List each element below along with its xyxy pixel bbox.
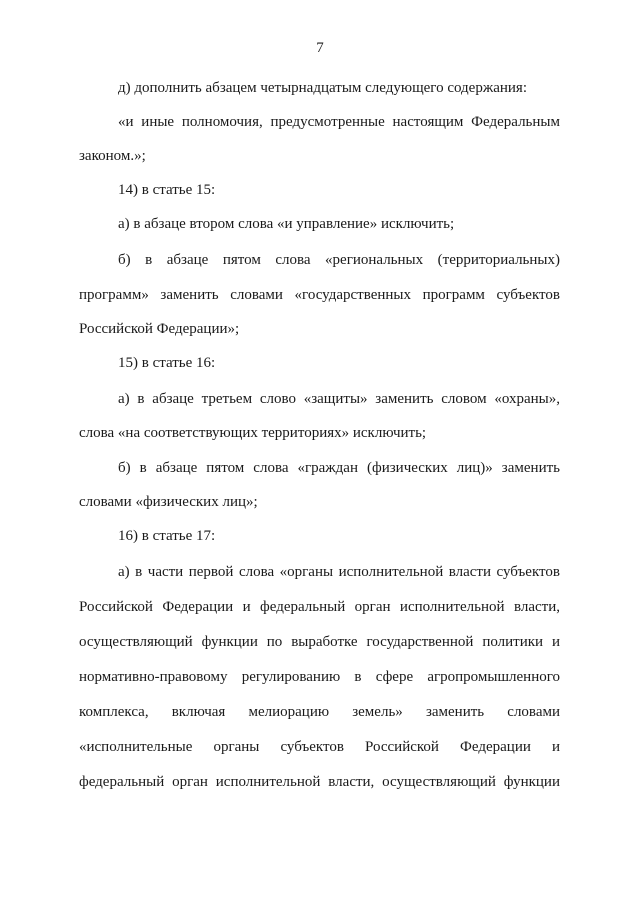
text-line: б) в абзаце пятом слова «региональных (территориальных) [118,252,560,268]
text-line: д) дополнить абзацем четырнадцатым следующего содержания: [118,80,527,96]
text-line: слова «на соответствующих территориях» исключить; [79,425,427,441]
text-line: б) в абзаце пятом слова «граждан (физических лиц)» заменить [118,460,560,476]
text-line: законом.»; [79,148,146,164]
text-line: 15) в статье 16: [118,355,216,371]
text-line: программ» заменить словами «государственных программ субъектов [79,287,560,303]
text-line: Российской Федерации и федеральный орган исполнительной власти, [79,599,560,615]
text-line: словами «физических лиц»; [79,494,258,510]
text-line: «исполнительные органы субъектов Российской Федерации и [79,739,560,755]
text-line: 16) в статье 17: [118,528,216,544]
text-line: «и иные полномочия, предусмотренные настоящим Федеральным [118,114,560,130]
text-line: федеральный орган исполнительной власти, осуществляющий функции [79,774,560,790]
page-number: 7 [316,40,324,56]
text-line: а) в абзаце третьем слово «защиты» заменить словом «охраны», [118,391,560,407]
text-line: а) в абзаце втором слова «и управление» исключить; [118,216,455,232]
text-line: нормативно-правовому регулированию в сфере агропромышленного [79,669,560,685]
text-line: Российской Федерации»; [79,321,240,337]
text-line: 14) в статье 15: [118,182,216,198]
text-line: осуществляющий функции по выработке государственной политики и [79,634,560,650]
text-line: комплекса, включая мелиорацию земель» заменить словами [79,704,560,720]
text-line: а) в части первой слова «органы исполнительной власти субъектов [118,564,560,580]
